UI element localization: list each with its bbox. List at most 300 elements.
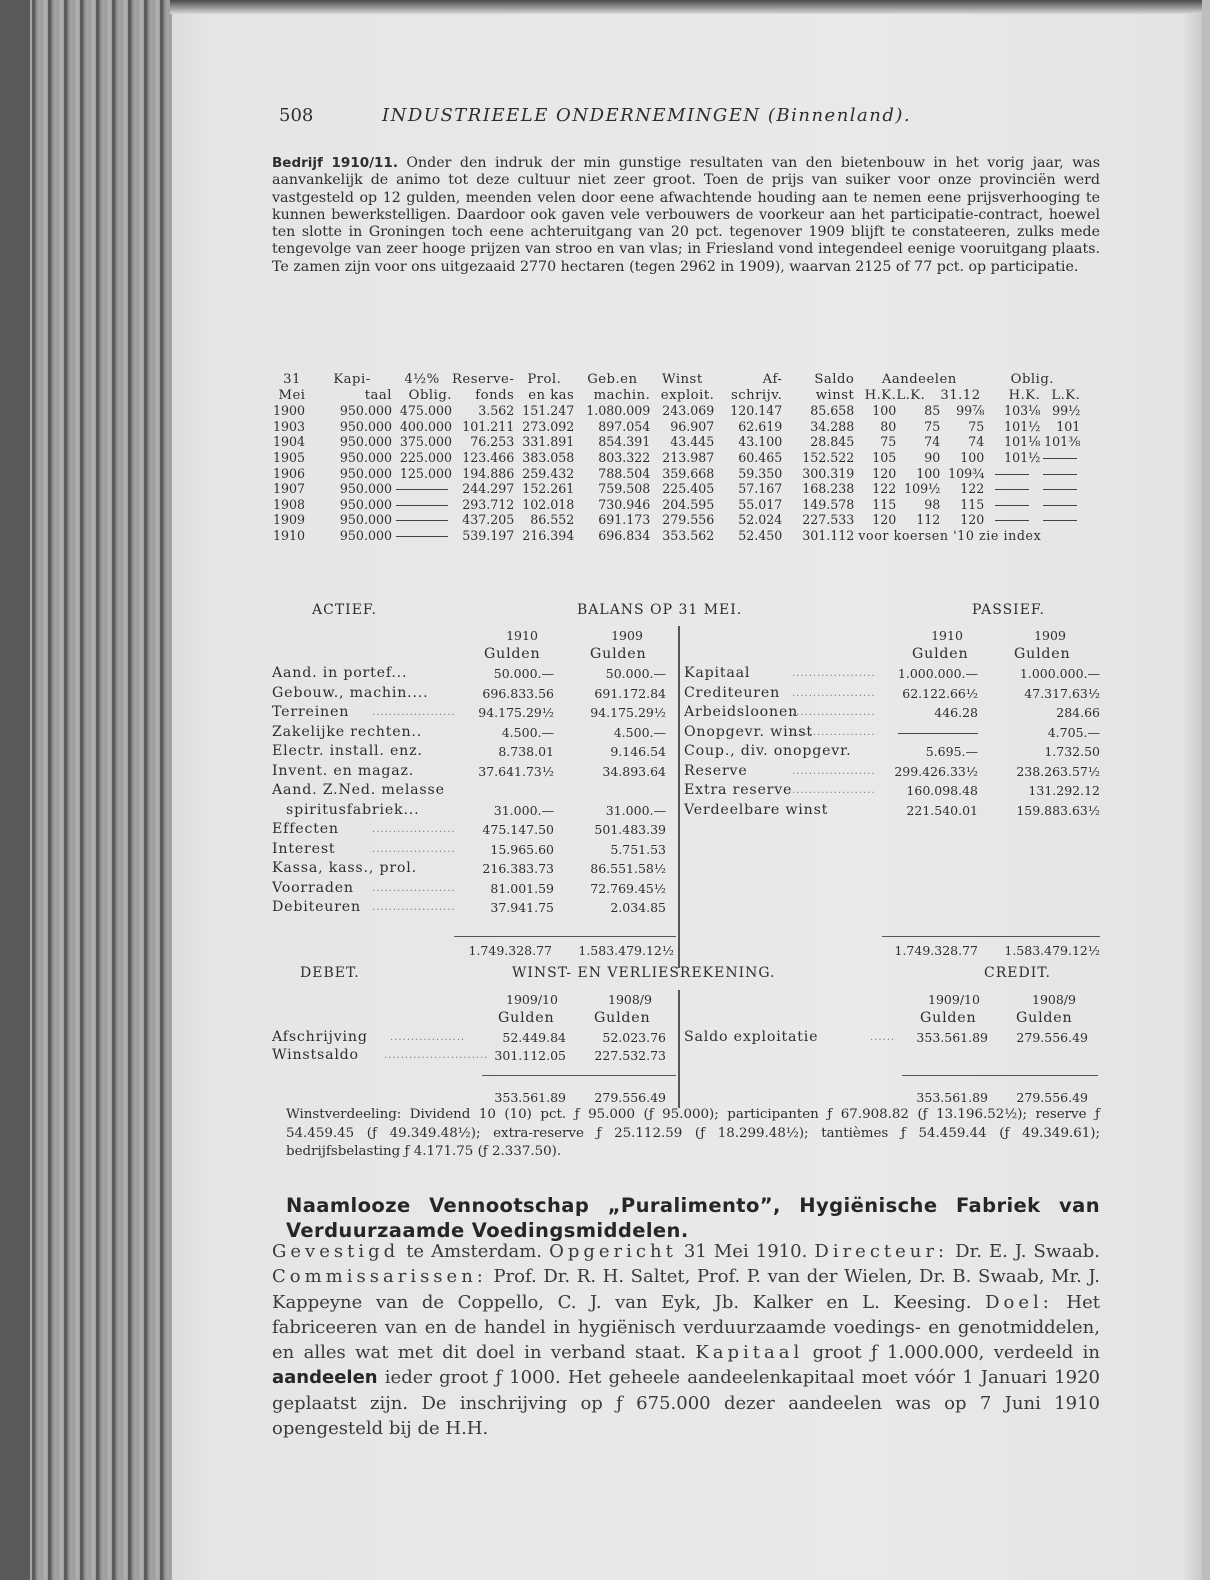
dash-rule (995, 474, 1029, 475)
table-cell: 152.522 (802, 449, 855, 465)
company-description (272, 1239, 1100, 1441)
table-cell: 1905 (272, 449, 306, 465)
asset-row-label: Zakelijke rechten.. (272, 723, 423, 740)
debit-value-1: 301.112.05 (494, 1048, 566, 1063)
key-directeur: Directeur: (814, 1241, 949, 1262)
table-cell: 950.000 (339, 512, 392, 528)
table-cell: 1907 (272, 481, 306, 497)
table-cell: 90 (924, 449, 941, 465)
table-cell (1040, 450, 1080, 466)
liability-unit-1909: Gulden (1014, 646, 1071, 662)
asset-row-label: Interest (272, 840, 336, 857)
table-cell: 112 (916, 512, 941, 528)
table-cell: 3.562 (478, 403, 515, 419)
table-cell: 96.907 (670, 418, 715, 434)
assets-total-rule (454, 936, 676, 937)
table-cell: 475.000 (399, 403, 452, 419)
debit-period-2: 1908/9 (608, 992, 652, 1007)
credit-period-1: 1909/10 (928, 992, 980, 1007)
dash-rule (396, 505, 448, 506)
debit-total-1: 353.561.89 (494, 1090, 566, 1105)
liability-row-label: Verdeelbare winst (684, 801, 829, 818)
col-header: L.K. (896, 387, 926, 403)
liability-row-label: Kapitaal (684, 665, 751, 681)
table-cell: 100 (872, 403, 897, 419)
table-row (272, 512, 1080, 528)
dash-rule (898, 733, 978, 734)
table-row (272, 419, 1080, 435)
table-cell: 28.845 (810, 434, 855, 450)
asset-row-value-1910: 475.147.50 (482, 822, 554, 837)
leader-dots: ...... (870, 1032, 896, 1043)
liability-row-label: Coup., div. onopgevr. (684, 743, 852, 759)
asset-row-label: Kassa, kass., prol. (272, 860, 417, 876)
asset-row-value-1909: 5.751.53 (610, 841, 666, 857)
dash-rule (1043, 489, 1077, 490)
table-cell: 101 (1056, 418, 1081, 434)
table-cell: 279.556 (662, 512, 715, 528)
leader-dots: .................... (792, 687, 876, 699)
table-cell: 115 (960, 496, 985, 512)
table-cell: 950.000 (339, 418, 392, 434)
table-cell: 331.891 (522, 434, 575, 450)
asset-row-value-1910: 31.000.— (493, 802, 554, 818)
leader-dots: .................. (390, 1032, 466, 1043)
table-cell: 259.432 (522, 465, 575, 481)
liability-row-value-1909: 284.66 (1056, 705, 1100, 720)
col-header: L.K. (1051, 387, 1081, 403)
table-cell: 1903 (272, 418, 306, 434)
debit-value-1: 52.449.84 (502, 1030, 566, 1045)
dash-rule (396, 489, 448, 490)
asset-row-label: Terreinen (272, 704, 350, 720)
table-cell: 152.261 (522, 481, 575, 497)
table-cell: 1906 (272, 465, 306, 481)
asset-row-value-1909: 50.000.— (605, 666, 666, 681)
asset-row-value-1910: 8.738.01 (498, 744, 554, 759)
assets-total-1909: 1.583.479.12½ (578, 943, 674, 958)
profit-loss-title: WINST- EN VERLIESREKENING. (512, 965, 776, 981)
table-cell: 109¾ (948, 465, 985, 481)
asset-row-value-1909: 4.500.— (613, 724, 666, 740)
table-cell: 99⅞ (956, 403, 985, 419)
value-kapitaal: groot ƒ 1.000.000, verdeeld in (812, 1342, 1100, 1364)
table-cell: 730.946 (598, 496, 651, 512)
table-cell: 950.000 (339, 403, 392, 419)
asset-row-value-1909: 94.175.29½ (590, 705, 666, 720)
table-cell: 75 (968, 418, 985, 434)
table-cell: 854.391 (598, 434, 651, 450)
asset-row-label: Invent. en magaz. (272, 762, 415, 779)
debit-label: Winstsaldo (272, 1047, 359, 1063)
table-cell: 696.834 (598, 527, 651, 543)
debit-total-2: 279.556.49 (594, 1090, 666, 1105)
liability-year-1909: 1909 (1034, 628, 1066, 643)
debit-value-2: 227.532.73 (594, 1048, 666, 1063)
company-heading: Naamlooze Vennootschap „Puralimento”, Hygiënische Fabriek van Verduurzaamde Voedingsmiddelen. (286, 1194, 1100, 1242)
table-cell: 383.058 (522, 449, 575, 465)
table-cell: 101½ (1004, 449, 1041, 465)
table-cell: 950.000 (339, 465, 392, 481)
table-cell: 691.173 (598, 512, 651, 528)
asset-row-value-1909: 2.034.85 (610, 900, 666, 915)
debit-unit-2: Gulden (594, 1010, 651, 1026)
liability-row-label: Onopgevr. winst (684, 723, 813, 740)
liability-year-1910: 1910 (931, 628, 963, 643)
page-number: 508 (279, 105, 314, 126)
table-cell: 74 (924, 434, 941, 450)
leader-dots: .................... (372, 843, 456, 855)
table-cell: 59.350 (738, 465, 783, 481)
col-header: fonds (475, 387, 515, 403)
balance-divider (678, 626, 680, 968)
leader-dots: .................... (792, 785, 876, 796)
asset-row-value-1910: 81.001.59 (490, 880, 554, 896)
asset-row-value-1909: 72.769.45½ (590, 880, 666, 896)
value-doel: Het fabriceeren van en de handel in hygiënisch verduurzaamde voedings- en genotmiddelen, en alles wat met dit doel in verband staat. (272, 1291, 1100, 1364)
table-cell: 75 (880, 434, 897, 450)
table-cell (1040, 512, 1080, 528)
debit-period-1: 1909/10 (506, 992, 558, 1007)
asset-row-value-1910: 696.833.56 (482, 685, 554, 701)
liability-row-value-1910: 62.122.66½ (902, 685, 978, 701)
credit-unit-1: Gulden (920, 1010, 977, 1026)
table-cell: 1908 (272, 496, 306, 512)
table-cell: 101⅜ (1044, 434, 1081, 450)
table-cell: 168.238 (802, 481, 855, 497)
col-header: taal (364, 387, 392, 403)
table-cell: 243.069 (662, 403, 715, 419)
table-row (272, 528, 1080, 544)
col-header: Prol. (527, 372, 562, 387)
index-note: voor koersen '10 zie index (858, 527, 1042, 543)
table-cell: 52.024 (738, 512, 783, 528)
table-cell: 1900 (272, 403, 306, 419)
table-cell: 225.000 (399, 449, 452, 465)
liability-row-value-1910: 221.540.01 (906, 802, 978, 818)
intro-text: Onder den indruk der min gunstige resultaten van den bietenbouw in het vorig jaar, was aanvankelijk de animo tot deze cultuur niet zeer groot. Toen de prijs van suiker voor onze provinciën werd vastgesteld op 12 gulden, meenden velen door eene afwachtende houding aan te nemen eene prijsverhooging te kunnen bewerkstelligen. Daardoor ook gaven vele verbouwers de voorkeur aan het participatie-contract, hoewel ten slotte in Groningen toch eene achteruitgang van 20 pct. tegenover 1909 blijft te constateeren, zulks mede tengevolge van zeer hooge prijzen van stroo en van vlas; in Friesland vond integendeel eenige vooruitgang plaats. Te zamen zijn voor ons uitgezaaid 2770 hectaren (tegen 2962 in 1909), waarvan 2125 of 77 pct. op participatie. (272, 155, 1100, 275)
col-header: 4½% (404, 372, 440, 387)
table-cell: 897.054 (598, 418, 651, 434)
table-row (272, 403, 1080, 419)
table-cell: 103⅛ (1004, 403, 1041, 419)
asset-row-label: Aand. Z.Ned. melasse (272, 782, 445, 798)
table-row (272, 450, 1080, 466)
asset-row-label: Voorraden (272, 879, 354, 896)
assets-title: ACTIEF. (312, 602, 377, 618)
table-cell: 120 (872, 512, 897, 528)
col-header: winst (815, 387, 855, 403)
dash-rule (995, 505, 1029, 506)
credit-period-2: 1908/9 (1032, 992, 1076, 1007)
table-cell (984, 512, 1040, 528)
right-page-edge (1202, 0, 1210, 1580)
table-cell: 539.197 (462, 527, 515, 543)
liability-row-label: Arbeidsloonen (684, 704, 799, 720)
table-cell: 74 (968, 434, 985, 450)
col-header: 31.12 (940, 387, 981, 403)
table-cell: 950.000 (339, 449, 392, 465)
table-cell: 950.000 (339, 496, 392, 512)
liability-row-value-1909: 238.263.57½ (1016, 763, 1100, 779)
liability-row-value-1910: 446.28 (934, 705, 978, 720)
liability-unit-1910: Gulden (912, 646, 969, 662)
key-commissarissen: Commissarissen: (272, 1266, 487, 1288)
table-cell (984, 497, 1040, 513)
col-header: Saldo (814, 372, 855, 387)
value-directeur: Dr. E. J. Swaab. (955, 1241, 1100, 1262)
asset-row-label: Aand. in portef... (272, 665, 408, 681)
table-cell: 301.112 (802, 527, 855, 543)
table-cell (392, 528, 452, 544)
liability-row-value-1910 (868, 725, 978, 740)
table-cell: 149.578 (802, 496, 855, 512)
history-table (272, 372, 1080, 544)
credit-total-1: 353.561.89 (916, 1090, 988, 1105)
table-cell (1040, 466, 1080, 482)
col-header: Af- (762, 372, 783, 387)
credit-label: Saldo exploitatie (684, 1029, 819, 1045)
credit-value-1: 353.561.89 (916, 1030, 988, 1045)
table-cell: 98 (924, 496, 941, 512)
liability-row-label: Extra reserve (684, 782, 793, 798)
table-cell: 244.297 (462, 481, 515, 497)
profit-loss-divider (678, 990, 680, 1108)
dash-rule (1043, 520, 1077, 521)
dash-rule (1043, 474, 1077, 475)
asset-row-value-1910: 94.175.29½ (478, 705, 554, 720)
liability-row-label: Reserve (684, 762, 748, 779)
table-cell (984, 466, 1040, 482)
value-commissarissen: Prof. Dr. R. H. Saltet, Prof. P. van der Wielen, Dr. B. Swaab, Mr. J. Kappeyne van de Coppello, C. J. van Eyk, Jb. Kalker en L. Keesing. (272, 1266, 1100, 1313)
liability-row-value-1909: 1.000.000.— (1019, 666, 1100, 681)
asset-row-value-1909: 501.483.39 (594, 822, 666, 837)
table-cell: 950.000 (339, 434, 392, 450)
profit-distribution: Winstverdeeling: Dividend 10 (10) pct. ƒ 95.000 (ƒ 95.000); participanten ƒ 67.908.82 (ƒ 13.196.52½); reserve ƒ 54.459.45 (ƒ 49.349.48½); extra-reserve ƒ 25.112.59 (ƒ 18.299.48½); tantièmes ƒ 54.459.44 (ƒ 49.349.61); bedrijfsbelasting ƒ 4.171.75 (ƒ 2.337.50). (286, 1107, 1100, 1159)
leader-dots: ......................... (384, 1050, 489, 1061)
table-cell: 76.253 (470, 434, 515, 450)
table-cell: 300.319 (802, 465, 855, 481)
debit-unit-1: Gulden (498, 1010, 555, 1026)
col-header: H.K. (864, 387, 897, 403)
debit-total-rule (482, 1075, 676, 1076)
table-cell: 759.508 (598, 481, 651, 497)
table-cell: 194.886 (462, 465, 515, 481)
col-header: exploit. (660, 387, 715, 403)
table-cell: 43.445 (670, 434, 715, 450)
table-cell: 80 (880, 418, 897, 434)
asset-row-value-1909: 691.172.84 (594, 685, 666, 701)
credit-total-2: 279.556.49 (1016, 1090, 1088, 1105)
col-header: H.K. (1008, 387, 1041, 403)
table-cell: 62.619 (738, 418, 783, 434)
key-doel: Doel: (985, 1291, 1053, 1313)
dash-rule (995, 520, 1029, 521)
table-cell: 437.205 (462, 512, 515, 528)
asset-row-value-1909: 31.000.— (605, 802, 666, 818)
table-cell: 375.000 (399, 434, 452, 450)
leader-dots: .................... (372, 824, 456, 835)
table-cell: 100 (916, 465, 941, 481)
table-cell: 52.450 (738, 527, 783, 543)
leader-dots: .................... (372, 882, 456, 894)
leader-dots: .................... (792, 765, 876, 777)
table-cell: 1904 (272, 434, 306, 450)
debit-label: Afschrijving (272, 1029, 368, 1045)
col-header: Winst (662, 372, 703, 387)
col-header: Reserve- (452, 372, 515, 387)
col-header: Oblig. (408, 387, 452, 403)
table-cell: 122 (872, 481, 897, 497)
col-header: machin. (593, 387, 651, 403)
asset-row-value-1910: 216.383.73 (482, 861, 554, 876)
table-cell (392, 481, 452, 497)
asset-year-1909: 1909 (611, 628, 643, 643)
table-cell: 213.987 (662, 449, 715, 465)
history-header-row-1 (272, 372, 1080, 388)
debit-value-2: 52.023.76 (602, 1030, 666, 1045)
table-cell: 293.712 (462, 496, 515, 512)
key-kapitaal: Kapitaal (695, 1342, 804, 1364)
debit-title: DEBET. (300, 965, 360, 981)
table-cell: 273.092 (522, 418, 575, 434)
liability-row-value-1910: 5.695.— (925, 744, 978, 759)
asset-row-value-1909: 34.893.64 (602, 763, 666, 779)
asset-row-value-1910: 50.000.— (493, 666, 554, 681)
assets-total-1910: 1.749.328.77 (468, 943, 552, 958)
top-shadow (170, 0, 1210, 14)
table-cell: 120 (960, 512, 985, 528)
table-row (272, 481, 1080, 497)
asset-row-label: Effecten (272, 821, 339, 837)
col-header: Geb.en (587, 372, 638, 387)
table-cell: 950.000 (339, 527, 392, 543)
table-row (272, 466, 1080, 482)
key-gevestigd: Gevestigd (272, 1241, 400, 1262)
table-row (272, 497, 1080, 513)
intro-paragraph (272, 155, 1100, 276)
liability-row-value-1909: 4.705.— (1047, 724, 1100, 740)
table-cell: 151.247 (522, 403, 575, 419)
dash-rule (1043, 505, 1077, 506)
col-header: Mei (278, 387, 306, 403)
table-cell: 803.322 (598, 449, 651, 465)
table-cell: 123.466 (462, 449, 515, 465)
table-cell: 1.080.009 (586, 403, 651, 419)
table-cell: 950.000 (339, 481, 392, 497)
table-cell: 85.658 (810, 403, 855, 419)
table-cell: 204.595 (662, 496, 715, 512)
dash-rule (396, 536, 448, 537)
table-cell (1040, 481, 1080, 497)
liability-row-value-1910: 1.000.000.— (897, 666, 978, 681)
table-cell (392, 512, 452, 528)
value-kapitaal-emphasis: aandeelen (272, 1367, 378, 1389)
col-header: 31 (283, 372, 301, 387)
running-title: INDUSTRIEELE ONDERNEMINGEN (Binnenland). (382, 105, 912, 126)
table-cell (984, 481, 1040, 497)
balance-title: BALANS OP 31 MEI. (577, 602, 743, 618)
asset-row-value-1909: 9.146.54 (610, 744, 666, 759)
col-header: Oblig. (1010, 372, 1054, 387)
book-page-edges (0, 0, 175, 1580)
liabilities-total-1910: 1.749.328.77 (894, 943, 978, 958)
value-kapitaal-rest: ieder groot ƒ 1000. Het geheele aandeelenkapitaal moet vóór 1 Januari 1920 geplaatst zijn. De inschrijving op ƒ 675.000 dezer aandeelen was op 7 Juni 1910 opengesteld bij de H.H. (272, 1367, 1100, 1440)
asset-row-value-1910: 37.941.75 (490, 900, 554, 915)
table-cell: 225.405 (662, 481, 715, 497)
table-cell: 102.018 (522, 496, 575, 512)
table-cell: 100 (960, 449, 985, 465)
dash-rule (396, 520, 448, 521)
credit-total-rule (902, 1075, 1098, 1076)
table-cell (1040, 497, 1080, 513)
liability-row-value-1910: 160.098.48 (906, 783, 978, 798)
table-cell: 43.100 (738, 434, 783, 450)
table-cell: 101.211 (462, 418, 515, 434)
history-table-body (272, 403, 1080, 543)
asset-row-label: Gebouw., machin.... (272, 684, 429, 701)
asset-row-value-1910: 4.500.— (501, 724, 554, 740)
table-cell: 227.533 (802, 512, 855, 528)
liability-row-value-1909: 1.732.50 (1044, 744, 1100, 759)
leader-dots: .................... (372, 902, 456, 913)
table-cell: 86.552 (530, 512, 575, 528)
table-cell: 120 (872, 465, 897, 481)
table-cell: 353.562 (662, 527, 715, 543)
table-cell: 400.000 (399, 418, 452, 434)
liability-row-value-1909: 131.292.12 (1028, 783, 1100, 798)
dash-rule (1043, 458, 1077, 459)
table-cell: 99½ (1052, 403, 1081, 419)
col-header: Kapi- (333, 372, 371, 387)
credit-unit-2: Gulden (1016, 1010, 1073, 1026)
table-cell: 120.147 (730, 403, 783, 419)
liabilities-total-1909: 1.583.479.12½ (1004, 943, 1100, 958)
dash-rule (995, 489, 1029, 490)
table-cell: 60.465 (738, 449, 783, 465)
table-cell: 788.504 (598, 465, 651, 481)
asset-row-label: Electr. install. enz. (272, 743, 423, 759)
liabilities-title: PASSIEF. (972, 602, 1045, 618)
table-cell: 101⅛ (1004, 434, 1041, 450)
table-cell (392, 497, 452, 513)
credit-value-2: 279.556.49 (1016, 1030, 1088, 1045)
table-cell: 115 (872, 496, 897, 512)
asset-year-1910: 1910 (506, 628, 538, 643)
col-header: schrijv. (730, 387, 783, 403)
asset-row-label: Debiteuren (272, 899, 361, 915)
liability-row-value-1909: 159.883.63½ (1016, 802, 1100, 818)
asset-unit-1910: Gulden (484, 646, 541, 662)
intro-lead: Bedrijf 1910/11. (272, 155, 398, 171)
col-header: Aandeelen (881, 372, 957, 387)
table-cell: 85 (924, 403, 941, 419)
history-header-row-2 (272, 388, 1080, 404)
asset-unit-1909: Gulden (590, 646, 647, 662)
credit-title: CREDIT. (984, 965, 1051, 981)
asset-row-value-1909: 86.551.58½ (590, 861, 666, 876)
liability-row-value-1910: 299.426.33½ (894, 763, 978, 779)
leader-dots: .................... (792, 707, 876, 718)
table-cell: 125.000 (399, 465, 452, 481)
asset-row-value-1910: 37.641.73½ (478, 763, 554, 779)
leader-dots: .................... (372, 707, 456, 718)
table-cell: 75 (924, 418, 941, 434)
table-row (272, 434, 1080, 450)
table-cell: 109½ (904, 481, 941, 497)
table-cell: 101½ (1004, 418, 1041, 434)
value-gevestigd: te Amsterdam. (406, 1241, 542, 1262)
